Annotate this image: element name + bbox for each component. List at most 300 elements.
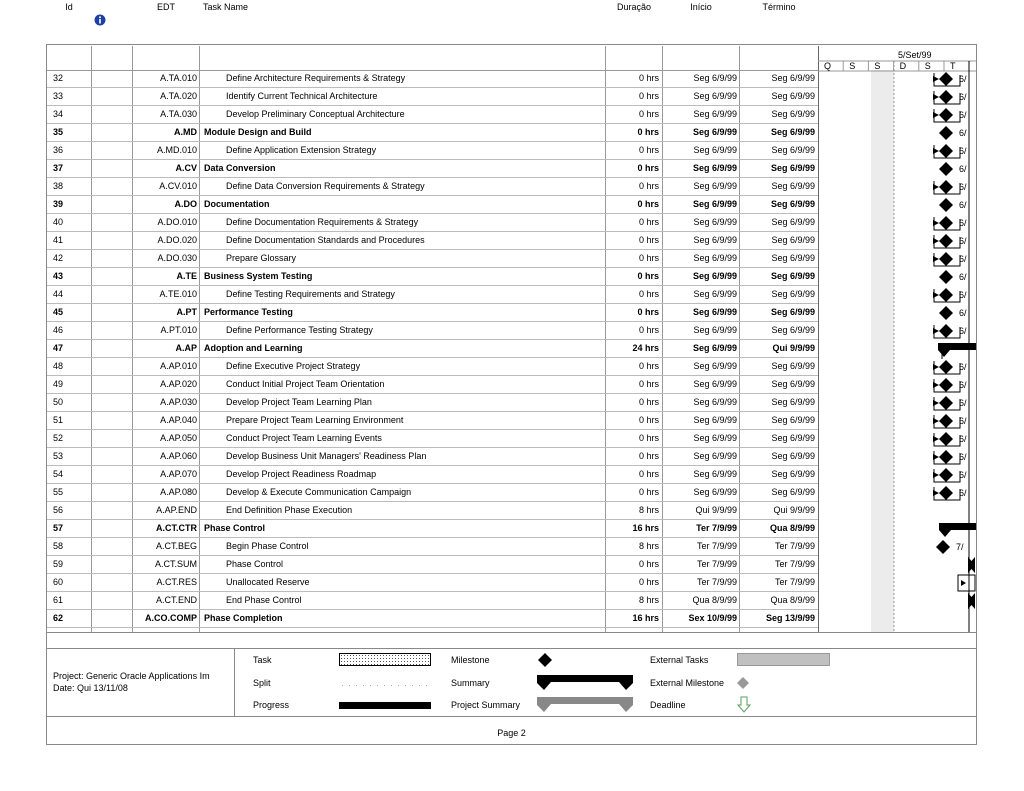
cell-duracao: 0 hrs <box>638 253 659 263</box>
cell-duracao: 0 hrs <box>637 163 659 173</box>
weekend-shade <box>871 70 894 632</box>
milestone-date-label: 6/ <box>959 362 967 372</box>
link-arrow <box>933 148 939 154</box>
cell-id: 62 <box>53 613 64 623</box>
cell-edt: A.CO.COMP <box>144 613 197 623</box>
cell-duracao: 0 hrs <box>638 469 659 479</box>
cell-id: 55 <box>53 487 64 497</box>
legend-progress-label: Progress <box>253 700 290 710</box>
cell-task-name: Conduct Initial Project Team Orientation <box>226 379 385 389</box>
cell-inicio: Qui 9/9/99 <box>695 505 737 515</box>
col-header-task-name[interactable]: Task Name <box>203 2 249 12</box>
link-arrow <box>933 292 939 298</box>
cell-duracao: 0 hrs <box>638 325 659 335</box>
table-row[interactable] <box>47 592 818 610</box>
cell-inicio: Seg 6/9/99 <box>692 127 737 137</box>
cell-inicio: Seg 6/9/99 <box>693 217 737 227</box>
cell-duracao: 0 hrs <box>638 91 659 101</box>
milestone-diamond <box>939 396 953 410</box>
cell-task-name: Begin Phase Control <box>226 541 309 551</box>
cell-termino: Seg 6/9/99 <box>770 307 815 317</box>
cell-duracao: 0 hrs <box>638 235 659 245</box>
page-number: Page 2 <box>47 716 976 745</box>
cell-duracao: 0 hrs <box>638 577 659 587</box>
cell-duracao: 0 hrs <box>637 127 659 137</box>
milestone-date-label: 6/ <box>959 272 967 282</box>
timescale-days <box>824 61 956 71</box>
gantt-bars <box>933 72 976 609</box>
cell-duracao: 0 hrs <box>638 73 659 83</box>
table-row[interactable] <box>47 412 818 430</box>
cell-termino: Qua 8/9/99 <box>769 523 815 533</box>
milestone-date-label: 7/ <box>956 542 964 552</box>
legend <box>47 648 976 716</box>
cell-edt: A.AP.070 <box>160 469 197 479</box>
cell-task-name: Phase Completion <box>204 613 283 623</box>
cell-edt: A.AP.040 <box>160 415 197 425</box>
table-row[interactable] <box>47 394 818 412</box>
table-row[interactable] <box>47 556 818 574</box>
link-arrow <box>933 400 939 406</box>
cell-id: 50 <box>53 397 64 407</box>
milestone-diamond <box>939 252 953 266</box>
table-row[interactable] <box>47 124 818 142</box>
cell-id: 35 <box>53 127 64 137</box>
cell-id: 42 <box>53 253 64 263</box>
cell-duracao: 0 hrs <box>638 109 659 119</box>
cell-inicio: Seg 6/9/99 <box>693 487 737 497</box>
link-arrow <box>933 220 939 226</box>
milestone-date-label: 6/ <box>959 236 967 246</box>
table-row[interactable] <box>47 340 818 358</box>
cell-id: 41 <box>53 235 64 245</box>
legend-milestone-label: Milestone <box>451 655 490 665</box>
table-row[interactable] <box>47 268 818 286</box>
cell-edt: A.PT.010 <box>160 325 197 335</box>
cell-termino: Seg 6/9/99 <box>771 145 815 155</box>
cell-inicio: Seg 6/9/99 <box>693 73 737 83</box>
cell-termino: Seg 6/9/99 <box>771 217 815 227</box>
cell-id: 58 <box>53 541 64 551</box>
legend-project-summary-swatch <box>537 697 633 713</box>
milestone-date-label: 6/ <box>959 434 967 444</box>
cell-task-name: Develop Business Unit Managers' Readiness Plan <box>226 451 427 461</box>
cell-id: 32 <box>53 73 64 83</box>
deadline-arrow-icon <box>737 696 751 714</box>
milestone-date-label: 6/ <box>959 308 967 318</box>
table-row[interactable] <box>47 214 818 232</box>
cell-task-name: Define Executive Project Strategy <box>226 361 361 371</box>
cell-task-name: Define Performance Testing Strategy <box>226 325 373 335</box>
table-row[interactable] <box>47 610 818 628</box>
link-arrow <box>961 580 966 586</box>
cell-edt: A.DO.010 <box>157 217 197 227</box>
cell-duracao: 0 hrs <box>638 415 659 425</box>
cell-termino: Seg 6/9/99 <box>771 325 815 335</box>
timescale-day-label: S <box>924 61 931 71</box>
cell-id: 40 <box>53 217 64 227</box>
milestone-date-label: 6/ <box>959 164 967 174</box>
cell-termino: Seg 6/9/99 <box>770 163 815 173</box>
cell-termino: Seg 6/9/99 <box>771 109 815 119</box>
milestone-date-label: 6/ <box>959 380 967 390</box>
table-row[interactable] <box>47 250 818 268</box>
table-row[interactable] <box>47 448 818 466</box>
cell-duracao: 0 hrs <box>638 451 659 461</box>
milestone-diamond <box>939 288 953 302</box>
cell-duracao: 0 hrs <box>638 433 659 443</box>
milestone-diamond <box>939 234 953 248</box>
cell-termino: Seg 6/9/99 <box>771 91 815 101</box>
cell-inicio: Seg 6/9/99 <box>692 271 737 281</box>
legend-summary-swatch <box>537 675 633 691</box>
cell-edt: A.CT.BEG <box>155 541 197 551</box>
cell-inicio: Ter 7/9/99 <box>696 523 737 533</box>
cell-inicio: Ter 7/9/99 <box>696 577 737 587</box>
cell-duracao: 0 hrs <box>638 487 659 497</box>
milestone-diamond <box>939 126 953 140</box>
milestone-date-label: 6/ <box>959 200 967 210</box>
cell-edt: A.AP.030 <box>160 397 197 407</box>
cell-termino: Qua 8/9/99 <box>770 595 815 605</box>
cell-edt: A.DO <box>174 199 197 209</box>
cell-edt: A.AP.010 <box>160 361 197 371</box>
cell-inicio: Seg 6/9/99 <box>693 361 737 371</box>
cell-id: 47 <box>53 343 64 353</box>
cell-task-name: Module Design and Build <box>204 127 312 137</box>
link-arrow <box>933 328 939 334</box>
table-row[interactable] <box>47 160 818 178</box>
cell-edt: A.TE.010 <box>159 289 197 299</box>
cell-id: 54 <box>53 469 64 479</box>
timescale-day-label: D <box>899 61 907 71</box>
cell-duracao: 8 hrs <box>638 505 659 515</box>
table-row[interactable] <box>47 178 818 196</box>
cell-termino: Ter 7/9/99 <box>774 559 815 569</box>
link-arrow <box>933 238 939 244</box>
milestone-date-label: 6/ <box>959 488 967 498</box>
cell-task-name: Develop Project Team Learning Plan <box>226 397 372 407</box>
cell-id: 46 <box>53 325 64 335</box>
link-arrow <box>933 454 939 460</box>
cell-termino: Seg 6/9/99 <box>771 451 815 461</box>
milestone-diamond <box>939 162 953 176</box>
summary-bar <box>938 343 976 350</box>
table-row[interactable] <box>47 322 818 340</box>
summary-bar-cap <box>939 530 951 537</box>
milestone-date-label: 6/ <box>959 398 967 408</box>
milestone-date-label: 6/ <box>959 218 967 228</box>
cell-inicio: Seg 6/9/99 <box>693 451 737 461</box>
legend-split-swatch <box>339 684 431 687</box>
indicators-header <box>92 0 132 26</box>
cell-termino: Ter 7/9/99 <box>774 541 815 551</box>
cell-duracao: 0 hrs <box>637 199 659 209</box>
cell-id: 53 <box>53 451 64 461</box>
table-row[interactable] <box>47 574 818 592</box>
cell-termino: Ter 7/9/99 <box>774 577 815 587</box>
cell-task-name: Business System Testing <box>204 271 313 281</box>
table-row[interactable] <box>47 538 818 556</box>
cell-id: 49 <box>53 379 64 389</box>
cell-duracao: 0 hrs <box>637 271 659 281</box>
cell-duracao: 8 hrs <box>638 595 659 605</box>
cell-duracao: 0 hrs <box>637 307 659 317</box>
cell-duracao: 0 hrs <box>638 181 659 191</box>
table-row[interactable] <box>47 430 818 448</box>
link-arrow <box>933 184 939 190</box>
table-row[interactable] <box>47 142 818 160</box>
cell-task-name: Adoption and Learning <box>204 343 303 353</box>
link-arrow <box>933 436 939 442</box>
legend-deadline-label: Deadline <box>650 700 686 710</box>
legend-task-swatch <box>339 653 431 666</box>
cell-edt: A.AP.END <box>156 505 197 515</box>
table-row[interactable] <box>47 232 818 250</box>
timescale-week-label: 5/Set/99 <box>898 50 932 60</box>
cell-termino: Seg 6/9/99 <box>771 181 815 191</box>
milestone-diamond <box>939 450 953 464</box>
cell-duracao: 16 hrs <box>632 523 659 533</box>
cell-edt: A.AP <box>175 343 197 353</box>
cell-termino: Qui 9/9/99 <box>772 343 815 353</box>
cell-duracao: 8 hrs <box>638 541 659 551</box>
milestone-date-label: 6/ <box>959 74 967 84</box>
table-row[interactable] <box>47 106 818 124</box>
table-row[interactable] <box>47 196 818 214</box>
cell-duracao: 16 hrs <box>632 613 659 623</box>
milestone-date-label: 6/ <box>959 110 967 120</box>
cell-task-name: Data Conversion <box>204 163 276 173</box>
cell-inicio: Seg 6/9/99 <box>693 253 737 263</box>
timescale-day-label: S <box>874 61 881 71</box>
summary-bar <box>939 523 976 530</box>
cell-inicio: Seg 6/9/99 <box>693 379 737 389</box>
milestone-diamond <box>936 540 950 554</box>
milestone-diamond <box>939 180 953 194</box>
cell-inicio: Seg 6/9/99 <box>692 343 737 353</box>
legend-summary-label: Summary <box>451 678 490 688</box>
cell-inicio: Sex 10/9/99 <box>688 613 737 623</box>
milestone-diamond <box>939 324 953 338</box>
cell-id: 61 <box>53 595 64 605</box>
link-arrow <box>933 112 939 118</box>
legend-project-summary-label: Project Summary <box>451 700 521 710</box>
cell-inicio: Seg 6/9/99 <box>692 307 737 317</box>
cell-inicio: Seg 6/9/99 <box>692 199 737 209</box>
cell-id: 45 <box>53 307 64 317</box>
milestone-date-label: 6/ <box>959 128 967 138</box>
cell-task-name: Prepare Project Team Learning Environment <box>226 415 404 425</box>
cell-id: 56 <box>53 505 64 515</box>
link-arrow <box>933 418 939 424</box>
link-arrow <box>933 490 939 496</box>
cell-termino: Seg 6/9/99 <box>771 361 815 371</box>
milestone-diamond <box>939 90 953 104</box>
milestone-date-label: 6/ <box>959 254 967 264</box>
cell-edt: A.TA.030 <box>160 109 197 119</box>
cell-task-name: Documentation <box>204 199 270 209</box>
table-row[interactable] <box>47 376 818 394</box>
cell-task-name: Define Testing Requirements and Strategy <box>226 289 395 299</box>
col-header-duracao[interactable]: Duração <box>616 2 652 12</box>
cell-edt: A.CT.CTR <box>156 523 197 533</box>
cell-inicio: Seg 6/9/99 <box>692 163 737 173</box>
legend-external-tasks-label: External Tasks <box>650 655 709 665</box>
cell-id: 38 <box>53 181 64 191</box>
cell-edt: A.MD <box>174 127 197 137</box>
milestone-diamond <box>939 486 953 500</box>
link-arrow <box>933 382 939 388</box>
cell-task-name: Phase Control <box>226 559 284 569</box>
timescale-day-label: T <box>950 61 956 71</box>
cell-task-name: End Definition Phase Execution <box>226 505 353 515</box>
cell-edt: A.DO.030 <box>157 253 197 263</box>
cell-termino: Seg 6/9/99 <box>771 235 815 245</box>
milestone-diamond <box>939 216 953 230</box>
table-row[interactable] <box>47 304 818 322</box>
cell-task-name: Prepare Glossary <box>226 253 297 263</box>
col-header-termino[interactable]: Término <box>762 2 796 12</box>
cell-inicio: Seg 6/9/99 <box>693 433 737 443</box>
cell-task-name: Develop & Execute Communication Campaign <box>226 487 412 497</box>
cell-inicio: Ter 7/9/99 <box>696 559 737 569</box>
cell-duracao: 24 hrs <box>632 343 659 353</box>
timescale-day-label: Q <box>824 61 832 71</box>
milestone-diamond <box>939 270 953 284</box>
cell-id: 60 <box>53 577 64 587</box>
cell-edt: A.AP.020 <box>160 379 197 389</box>
cell-inicio: Seg 6/9/99 <box>693 415 737 425</box>
cell-edt: A.AP.080 <box>160 487 197 497</box>
cell-edt: A.PT <box>176 307 197 317</box>
milestone-date-label: 6/ <box>959 326 967 336</box>
link-arrow <box>933 94 939 100</box>
cell-inicio: Seg 6/9/99 <box>693 289 737 299</box>
cell-task-name: Define Documentation Standards and Procedures <box>226 235 425 245</box>
cell-task-name: Define Application Extension Strategy <box>226 145 377 155</box>
cell-task-name: Identify Current Technical Architecture <box>226 91 378 101</box>
cell-edt: A.DO.020 <box>157 235 197 245</box>
cell-edt: A.CT.RES <box>156 577 197 587</box>
milestone-date-label: 6/ <box>959 452 967 462</box>
cell-id: 36 <box>53 145 64 155</box>
table-row[interactable] <box>47 358 818 376</box>
cell-task-name: Phase Control <box>204 523 266 533</box>
cell-duracao: 0 hrs <box>638 559 659 569</box>
link-arrow <box>933 472 939 478</box>
cell-termino: Seg 6/9/99 <box>771 253 815 263</box>
cell-id: 51 <box>53 415 64 425</box>
table-row[interactable] <box>47 484 818 502</box>
cell-id: 33 <box>53 91 64 101</box>
cell-termino: Seg 6/9/99 <box>770 271 815 281</box>
cell-termino: Qui 9/9/99 <box>773 505 815 515</box>
cell-id: 43 <box>53 271 64 281</box>
legend-external-tasks-swatch <box>737 653 830 666</box>
cell-edt: A.TA.020 <box>160 91 197 101</box>
milestone-date-label: 6/ <box>959 146 967 156</box>
milestone-diamond <box>939 468 953 482</box>
cell-termino: Seg 6/9/99 <box>770 127 815 137</box>
timescale-day-label: S <box>849 61 856 71</box>
cell-duracao: 0 hrs <box>638 397 659 407</box>
cell-edt: A.CT.SUM <box>154 559 197 569</box>
table-row[interactable] <box>47 466 818 484</box>
cell-task-name: Define Documentation Requirements & Strategy <box>226 217 419 227</box>
cell-edt: A.MD.010 <box>156 145 197 155</box>
cell-duracao: 0 hrs <box>638 145 659 155</box>
table-row[interactable] <box>47 70 818 88</box>
cell-edt: A.AP.060 <box>160 451 197 461</box>
cell-id: 39 <box>53 199 64 209</box>
table-row[interactable] <box>47 286 818 304</box>
legend-project: Project: Generic Oracle Applications Im <box>53 671 210 681</box>
cell-id: 52 <box>53 433 64 443</box>
cell-task-name: Define Data Conversion Requirements & Strategy <box>226 181 425 191</box>
cell-duracao: 0 hrs <box>638 379 659 389</box>
legend-progress-swatch <box>339 702 431 709</box>
col-header-edt[interactable]: EDT <box>157 2 175 12</box>
milestone-diamond <box>939 72 953 86</box>
legend-task-label: Task <box>253 655 272 665</box>
cell-termino: Seg 13/9/99 <box>765 613 815 623</box>
cell-inicio: Seg 6/9/99 <box>693 235 737 245</box>
table-row[interactable] <box>47 88 818 106</box>
cell-termino: Seg 6/9/99 <box>771 379 815 389</box>
table-row[interactable] <box>47 502 818 520</box>
cell-edt: A.CT.END <box>155 595 197 605</box>
cell-inicio: Seg 6/9/99 <box>693 397 737 407</box>
cell-duracao: 0 hrs <box>638 217 659 227</box>
legend-split-label: Split <box>253 678 271 688</box>
milestone-diamond <box>939 306 953 320</box>
info-icon <box>94 14 106 26</box>
cell-termino: Seg 6/9/99 <box>771 415 815 425</box>
col-header-inicio[interactable]: Início <box>690 2 712 12</box>
milestone-diamond <box>939 378 953 392</box>
cell-inicio: Seg 6/9/99 <box>693 181 737 191</box>
cell-id: 34 <box>53 109 64 119</box>
milestone-diamond <box>939 432 953 446</box>
gantt-chart <box>818 46 976 632</box>
summary-bar-cap <box>938 350 950 357</box>
link-arrow <box>933 364 939 370</box>
milestone-diamond <box>939 360 953 374</box>
task-link-box <box>958 575 975 591</box>
cell-termino: Seg 6/9/99 <box>771 289 815 299</box>
col-header-id[interactable]: Id <box>65 2 73 12</box>
milestone-date-label: 6/ <box>959 416 967 426</box>
cell-duracao: 0 hrs <box>638 289 659 299</box>
cell-inicio: Seg 6/9/99 <box>693 145 737 155</box>
cell-inicio: Seg 6/9/99 <box>693 325 737 335</box>
cell-task-name: Develop Project Readiness Roadmap <box>226 469 377 479</box>
cell-inicio: Seg 6/9/99 <box>693 91 737 101</box>
cell-task-name: Unallocated Reserve <box>226 577 310 587</box>
cell-task-name: Performance Testing <box>204 307 293 317</box>
milestone-date-label: 6/ <box>959 470 967 480</box>
milestone-date-label: 6/ <box>959 182 967 192</box>
cell-edt: A.TE <box>176 271 197 281</box>
cell-duracao: 0 hrs <box>638 361 659 371</box>
cell-edt: A.AP.050 <box>160 433 197 443</box>
table-row[interactable] <box>47 520 818 538</box>
cell-edt: A.CV.010 <box>159 181 197 191</box>
cell-termino: Seg 6/9/99 <box>771 433 815 443</box>
legend-date: Date: Qui 13/11/08 <box>53 683 128 693</box>
milestone-date-label: 6/ <box>959 290 967 300</box>
